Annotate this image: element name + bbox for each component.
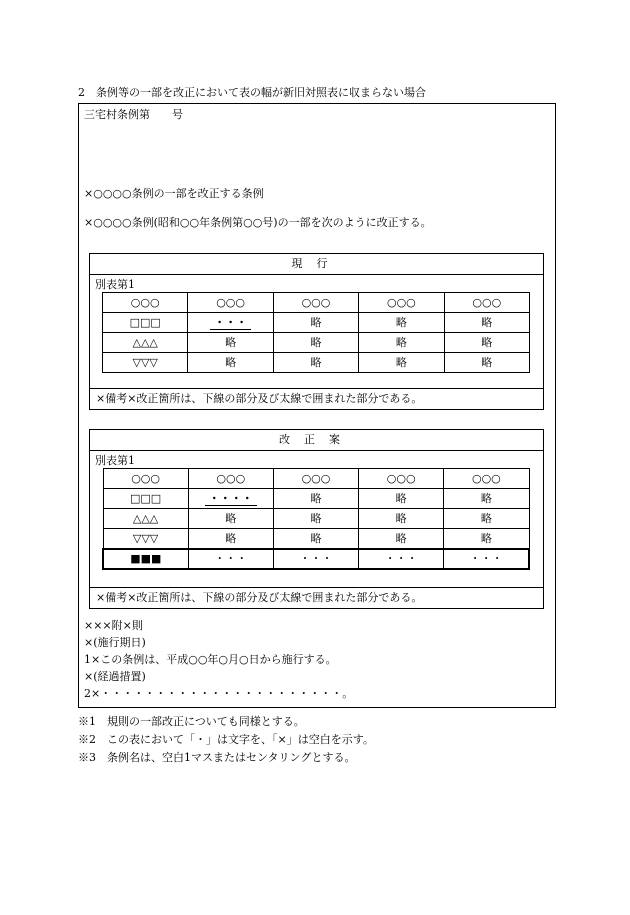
table-cell: ○○○ [103,293,188,313]
table-cell: ・・・ [188,549,273,569]
table-cell: 略 [444,353,529,373]
table-cell: ○○○ [444,293,529,313]
revised-note: ×備考×改正箇所は、下線の部分及び太線で囲まれた部分である。 [90,587,543,608]
table-row [103,469,529,489]
supplementary-heading: ×××附×則 [84,619,143,632]
table-cell: 略 [444,529,529,549]
ordinance-number-line: 三宅村条例第 号 [84,108,183,121]
table-row [103,293,530,313]
underlined-text: ・・・ [210,316,251,330]
table-cell: 略 [188,529,273,549]
table-row-added [103,549,529,569]
table-row [103,489,529,509]
footnote: ※3 条例名は、空白1マスまたはセンタリングとする。 [78,751,356,764]
table-cell: 略 [273,529,358,549]
table-cell: 略 [188,353,273,373]
table-row [103,313,530,333]
table-cell: 略 [444,489,529,509]
table-cell: 略 [273,313,358,333]
table-cell: 略 [273,489,358,509]
table-cell: ○○○ [273,293,358,313]
section-heading: 2 条例等の一部を改正において表の幅が新旧対照表に収まらない場合 [78,86,426,99]
revised-table-label: 別表第1 [95,454,135,467]
table-cell [188,313,273,333]
table-cell: 略 [188,509,273,529]
current-table [102,292,530,373]
table-cell: 略 [359,353,444,373]
revised-table [102,468,530,570]
table-cell: 略 [359,333,444,353]
footnote: ※1 規則の一部改正についても同様とする。 [78,715,305,728]
revised-panel [89,429,544,609]
table-cell: 略 [359,509,444,529]
table-cell: ・・・ [444,549,529,569]
table-cell: 略 [359,489,444,509]
current-table-label: 別表第1 [95,278,135,291]
table-cell: 略 [273,509,358,529]
table-row [103,333,530,353]
table-cell: □□□ [103,489,188,509]
current-header: 現行 [90,254,543,275]
table-cell: ○○○ [188,469,273,489]
table-cell: △△△ [103,509,188,529]
effective-date-caption: ×(施行期日) [84,636,146,649]
table-row [103,529,529,549]
table-cell: ○○○ [359,469,444,489]
underlined-text: ・・・・ [205,492,257,506]
table-cell: ・・・ [273,549,358,569]
amendment-preamble: ×○○○○条例(昭和○○年条例第○○号)の一部を次のように改正する。 [84,216,432,229]
table-cell: 略 [359,529,444,549]
current-note: ×備考×改正箇所は、下線の部分及び太線で囲まれた部分である。 [90,388,543,409]
table-cell: 略 [273,333,358,353]
table-cell: 略 [359,313,444,333]
table-cell: ▽▽▽ [103,529,188,549]
table-cell: 略 [444,509,529,529]
table-cell: ○○○ [273,469,358,489]
table-cell: 略 [444,333,529,353]
table-cell: 略 [273,353,358,373]
table-cell: 略 [444,313,529,333]
transitional-clause: 2×・・・・・・・・・・・・・・・・・・・・・・。 [84,687,354,700]
table-cell [188,489,273,509]
transitional-caption: ×(経過措置) [84,670,146,683]
effective-date-clause: 1×この条例は、平成○○年○月○日から施行する。 [84,653,337,666]
table-cell: ・・・ [359,549,444,569]
current-panel [89,253,544,410]
footnote: ※2 この表において「・」は文字を、「×」は空白を示す。 [78,733,374,746]
revised-header: 改正案 [90,430,543,451]
table-cell: ○○○ [359,293,444,313]
table-cell: △△△ [103,333,188,353]
table-cell: ○○○ [188,293,273,313]
table-cell: ○○○ [103,469,188,489]
table-cell: 略 [188,333,273,353]
table-row [103,509,529,529]
document-frame [78,103,556,708]
table-cell: □□□ [103,313,188,333]
table-cell: ■■■ [103,549,188,569]
table-cell: ○○○ [444,469,529,489]
table-row [103,353,530,373]
ordinance-title-line: ×○○○○条例の一部を改正する条例 [84,187,264,200]
table-cell: ▽▽▽ [103,353,188,373]
